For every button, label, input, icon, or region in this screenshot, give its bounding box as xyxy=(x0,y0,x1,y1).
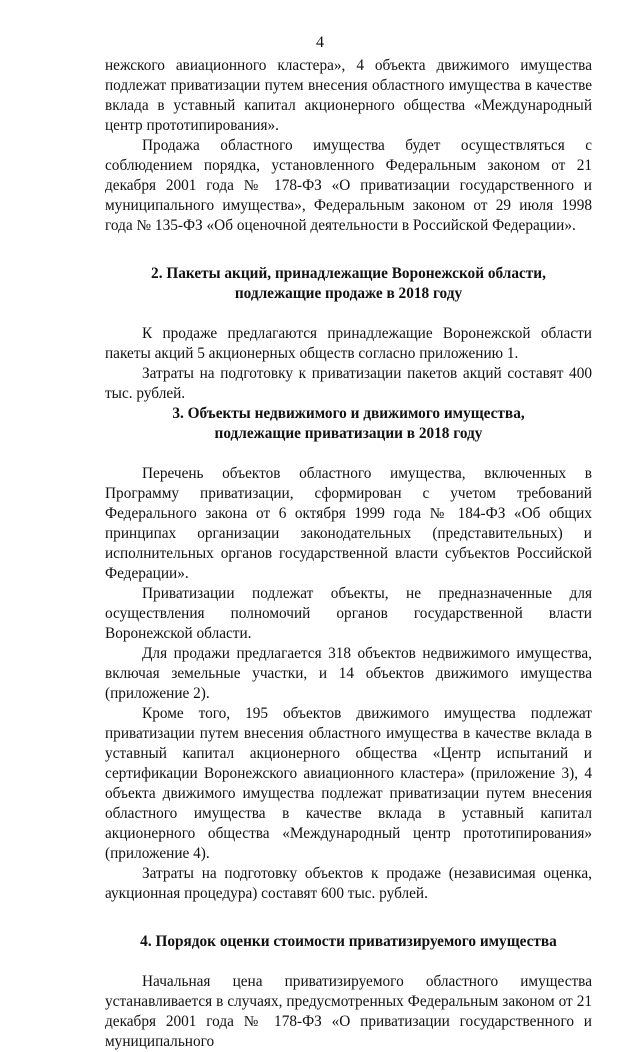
paragraph-shares-offer: К продаже предлагаются принадлежащие Воронежской области пакеты акций 5 акционерных обществ согласно приложению 1. xyxy=(105,325,592,362)
section-heading-2-line1: 2. Пакеты акций, принадлежащие Воронежской области, xyxy=(151,265,546,282)
paragraph-object-list: Перечень объектов областного имущества, включенных в Программу приватизации, сформирован с учетом требований Федерального закона от 6 октября 1999 года № 184-ФЗ «Об общих принципах организации законодательных (представительных) и исполнительных органов государственной власти субъектов Российской Федерации». xyxy=(105,465,592,582)
paragraph-objects-costs: Затраты на подготовку объектов к продаже (независимая оценка, аукционная процедура) составят 600 тыс. рублей. xyxy=(105,865,592,902)
document-body xyxy=(105,56,592,1052)
paragraph-sale-procedure: Продажа областного имущества будет осуществляться с соблюдением порядка, установленного Федеральным законом от 21 декабря 2001 года № 178-ФЗ «О приватизации государственного и муниципального имущества», Федеральным законом от 29 июля 1998 года № 135-ФЗ «Об оценочной деятельности в Российской Федерации». xyxy=(105,137,592,234)
paragraph-movable-property: Кроме того, 195 объектов движимого имущества подлежат приватизации путем внесения областного имущества в качестве вклада в уставный капитал акционерного общества «Центр испытаний и сертификации Воронежского авиационного кластера» (приложение 3), 4 объекта движимого имущества подлежат приватизации путем внесения областного имущества в качестве вклада в уставный капитал акционерного общества «Международный центр прототипирования» (приложение 4). xyxy=(105,705,592,862)
paragraph-real-estate-sale: Для продажи предлагается 318 объектов недвижимого имущества, включая земельные участки, и 14 объектов движимого имущества (приложение 2). xyxy=(105,645,592,702)
section-heading-3-line2: подлежащие приватизации в 2018 году xyxy=(214,425,483,442)
spacer xyxy=(105,304,592,324)
section-heading-4: 4. Порядок оценки стоимости приватизируемого имущества xyxy=(140,933,557,950)
spacer xyxy=(105,444,592,464)
paragraph-continuation: нежского авиационного кластера», 4 объекта движимого имущества подлежат приватизации путем внесения областного имущества в качестве вклада в уставный капитал акционерного общества «Международный центр прототипирования». xyxy=(105,57,592,134)
paragraph-shares-costs: Затраты на подготовку к приватизации пакетов акций составят 400 тыс. рублей. xyxy=(105,365,592,402)
section-heading-2-line2: подлежащие продаже в 2018 году xyxy=(234,285,463,302)
spacer xyxy=(105,236,592,264)
paragraph-objects-subject: Приватизации подлежат объекты, не предназначенные для осуществления полномочий органов государственной власти Воронежской области. xyxy=(105,585,592,642)
page-number: 4 xyxy=(316,34,324,51)
section-heading-2 xyxy=(105,264,592,304)
paragraph-initial-price: Начальная цена приватизируемого областного имущества устанавливается в случаях, предусмотренных Федеральным законом от 21 декабря 2001 года № 178-ФЗ «О приватизации государственного и муниципального xyxy=(105,973,592,1050)
spacer xyxy=(105,904,592,932)
section-heading-3 xyxy=(105,404,592,444)
spacer xyxy=(105,952,592,972)
section-heading-3-line1: 3. Объекты недвижимого и движимого имущества, xyxy=(172,405,525,422)
